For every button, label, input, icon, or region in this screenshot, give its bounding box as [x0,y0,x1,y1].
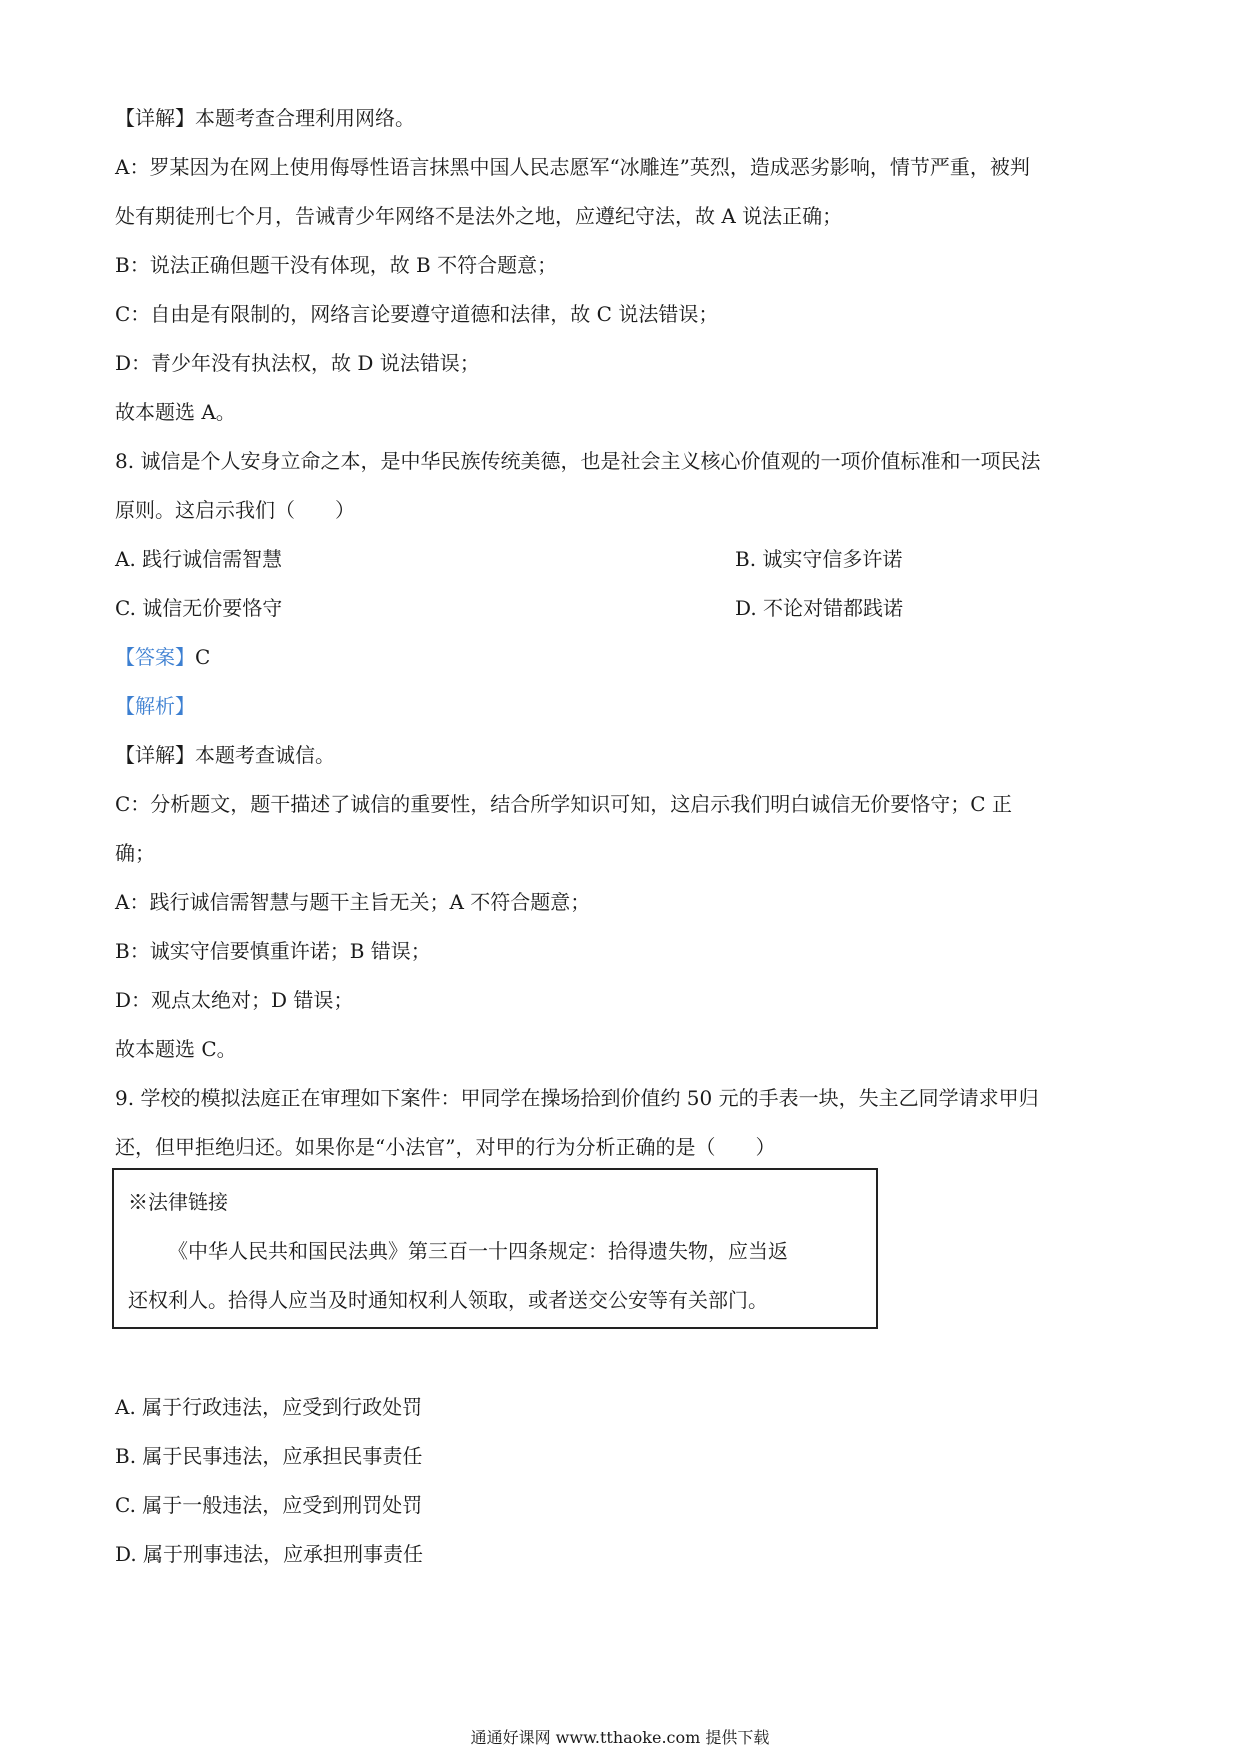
detail-heading-q7: 【详解】本题考查合理利用网络。 [115,106,415,130]
q8-option-a: A. 践行诚信需智慧 [115,547,283,571]
answer-tag: 【答案】 [115,645,195,669]
question-8-line1: 8. 诚信是个人安身立命之本，是中华民族传统美德，也是社会主义核心价值观的一项价值标准和一项民法 [115,449,1041,473]
q8-option-c: C. 诚信无价要恪守 [115,596,283,620]
analysis-b: B：说法正确但题干没有体现，故 B 不符合题意； [115,253,558,277]
conclusion-q7: 故本题选 A。 [115,400,236,424]
q9-option-b: B. 属于民事违法，应承担民事责任 [115,1444,423,1468]
q8-answer [115,643,210,671]
q9-option-a: A. 属于行政违法，应受到行政处罚 [115,1395,423,1419]
law-text-line1: 《中华人民共和国民法典》第三百一十四条规定：拾得遗失物，应当返 [168,1239,788,1263]
footer-credit: 通通好课网 www.tthaoke.com 提供下载 [470,1728,770,1747]
q8-analysis-c-line2: 确； [115,841,155,865]
answer-value: C [195,645,211,669]
detail-heading-q8: 【详解】本题考查诚信。 [115,743,335,767]
analysis-d: D：青少年没有执法权，故 D 说法错误； [115,351,480,375]
analysis-c: C：自由是有限制的，网络言论要遵守道德和法律，故 C 说法错误； [115,302,719,326]
q8-analysis-c-line1: C：分析题文，题干描述了诚信的重要性，结合所学知识可知，这启示我们明白诚信无价要恪守；C 正 [115,792,1012,816]
q8-analysis-d: D：观点太绝对；D 错误； [115,988,354,1012]
question-9-line1: 9. 学校的模拟法庭正在审理如下案件：甲同学在操场拾到价值约 50 元的手表一块，失主乙同学请求甲归 [115,1086,1039,1110]
law-text-line2: 还权利人。拾得人应当及时通知权利人领取，或者送交公安等有关部门。 [128,1288,768,1312]
q8-analysis-b: B：诚实守信要慎重许诺；B 错误； [115,939,431,963]
q8-option-row-2 [115,594,904,622]
analysis-a-line2: 处有期徒刑七个月，告诫青少年网络不是法外之地，应遵纪守法，故 A 说法正确； [115,204,843,228]
question-8-line2: 原则。这启示我们（ ） [115,498,355,522]
q8-option-d: D. 不论对错都践诺 [735,596,904,620]
q8-analysis-a: A：践行诚信需智慧与题干主旨无关；A 不符合题意； [115,890,591,914]
q9-option-d: D. 属于刑事违法，应承担刑事责任 [115,1542,424,1566]
q8-option-b: B. 诚实守信多许诺 [735,547,903,571]
analysis-tag: 【解析】 [115,694,195,718]
conclusion-q8: 故本题选 C。 [115,1037,237,1061]
q9-option-c: C. 属于一般违法，应受到刑罚处罚 [115,1493,423,1517]
q8-option-row-1 [115,545,903,573]
question-9-line2: 还，但甲拒绝归还。如果你是“小法官”，对甲的行为分析正确的是（ ） [115,1135,776,1159]
law-link-box [112,1168,878,1329]
law-link-title: ※法律链接 [128,1190,228,1214]
analysis-a-line1: A：罗某因为在网上使用侮辱性语言抹黑中国人民志愿军“冰雕连”英烈，造成恶劣影响，情节严重，被判 [115,155,1030,179]
